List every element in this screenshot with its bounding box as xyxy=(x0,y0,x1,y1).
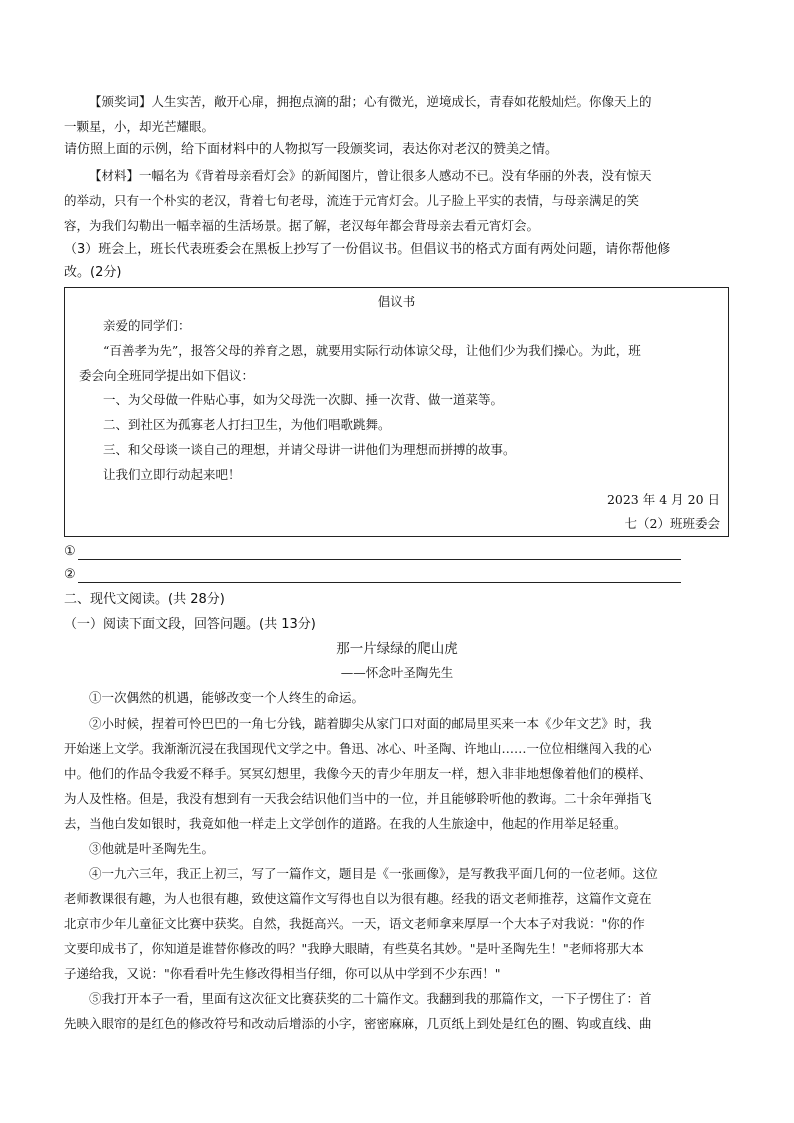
question3-line1: （3）班会上，班长代表班委会在黑板上抄写了一份倡议书。但倡议书的格式方面有两处问题，请你帮他修 xyxy=(64,242,671,257)
answer-blank-2[interactable] xyxy=(78,570,681,583)
proposal-item-1: 一、为父母做一件贴心事，如为父母洗一次脚、捶一次背、做一道菜等。 xyxy=(103,392,504,407)
proposal-date: 2023 年 4 月 20 日 xyxy=(606,492,720,507)
article-p4-line1: ④一九六三年，我正上初三，写了一篇作文，题目是《一张画像》，是写教我平面几何的一位老师。这位 xyxy=(89,866,658,881)
article-p1: ①一次偶然的机遇，能够改变一个人终生的命运。 xyxy=(89,690,365,705)
material-line1: 【材料】一幅名为《背着母亲看灯会》的新闻图片，曾让很多人感动不已。没有华丽的外表，没有惊天 xyxy=(89,168,652,183)
proposal-title: 倡议书 xyxy=(377,294,416,309)
article-p4-line2: 老师教课很有趣，为人也很有趣，致使这篇作文写得也自以为很有趣。经我的语文老师推荐，这篇作文竟在 xyxy=(64,891,652,906)
proposal-body-line1: “百善孝为先”，报答父母的养育之恩，就要用实际行动体谅父母，让他们少为我们操心。为此，班 xyxy=(103,343,641,358)
answer-label-1: ① xyxy=(64,544,76,559)
article-p4-line4: 文要印成书了，你知道是谁替你修改的吗？"我睁大眼睛，有些莫名其妙。"是叶圣陶先生！"老师将那大本 xyxy=(64,941,644,956)
article-p4-line5: 子递给我，又说："你看看叶先生修改得相当仔细，你可以从中学到不少东西！" xyxy=(64,966,501,981)
article-title: 那一片绿绿的爬山虎 xyxy=(336,641,458,657)
article-p4-line3: 北京市少年儿童征文比赛中获奖。自然，我挺高兴。一天，语文老师拿来厚厚一个大本子对我说："你的作 xyxy=(64,916,645,931)
proposal-salutation: 亲爱的同学们： xyxy=(103,318,191,333)
material-line2: 的举动，只有一个朴实的老汉，背着七旬老母，流连于元宵灯会。儿子脸上平实的表情，与母亲满足的笑 xyxy=(64,193,640,208)
instruction-text: 请仿照上面的示例，给下面材料中的人物拟写一段颁奖词，表达你对老汉的赞美之情。 xyxy=(64,142,559,157)
section2-sub-heading: （一）阅读下面文段，回答问题。(共 13分) xyxy=(64,617,316,632)
award-example-line2: 一颗星，小，却光芒耀眼。 xyxy=(64,119,215,134)
section2-heading: 二、现代文阅读。(共 28分) xyxy=(64,592,225,607)
answer-label-2: ② xyxy=(64,567,76,582)
article-p5-line2: 先映入眼帘的是红色的修改符号和改动后增添的小字，密密麻麻，几页纸上到处是红色的圈、钩或直线、曲 xyxy=(64,1016,652,1031)
answer-row-1[interactable] xyxy=(64,544,681,560)
question3-line2: 改。(2分) xyxy=(64,265,122,280)
article-p5-line1: ⑤我打开本子一看，里面有这次征文比赛获奖的二十篇作文。我翻到我的那篇作文，一下子愣住了：首 xyxy=(89,991,652,1006)
article-subtitle: ——怀念叶圣陶先生 xyxy=(340,665,454,680)
article-p2-line1: ②小时候，捏着可怜巴巴的一角七分钱，踮着脚尖从家门口对面的邮局里买来一本《少年文艺》时，我 xyxy=(89,716,652,731)
proposal-signature: 七（2）班班委会 xyxy=(624,516,720,531)
article-p2-line2: 开始迷上文学。我渐渐沉浸在我国现代文学之中。鲁迅、冰心、叶圣陶、许地山……一位位相继闯入我的心 xyxy=(64,741,652,756)
answer-blank-1[interactable] xyxy=(78,547,681,560)
article-p2-line5: 去，当他白发如银时，我竟如他一样走上文学创作的道路。在我的人生旅途中，他起的作用举足轻重。 xyxy=(64,816,627,831)
proposal-body-line2: 委会向全班同学提出如下倡议： xyxy=(79,368,255,383)
article-p2-line3: 中。他们的作品令我爱不释手。冥冥幻想里，我像今天的青少年朋友一样，想入非非地想像着他们的模样、 xyxy=(64,766,652,781)
answer-row-2[interactable] xyxy=(64,567,681,583)
article-p2-line4: 为人及性格。但是，我没有想到有一天我会结识他们当中的一位，并且能够聆听他的教诲。二十余年弹指飞 xyxy=(64,791,652,806)
proposal-box xyxy=(64,287,729,537)
article-p3: ③他就是叶圣陶先生。 xyxy=(89,841,215,856)
proposal-item-2: 二、到社区为孤寡老人打扫卫生，为他们唱歌跳舞。 xyxy=(103,417,391,432)
material-line3: 容，为我们勾勒出一幅幸福的生活场景。据了解，老汉每年都会背母亲去看元宵灯会。 xyxy=(64,218,540,233)
proposal-closing: 让我们立即行动起来吧！ xyxy=(103,467,241,482)
proposal-item-3: 三、和父母谈一谈自己的理想，并请父母讲一讲他们为理想而拼搏的故事。 xyxy=(103,442,516,457)
award-example-line1: 【颁奖词】人生实苦，敞开心扉，拥抱点滴的甜；心有微光，逆境成长，青春如花般灿烂。你像天上的 xyxy=(89,94,652,109)
